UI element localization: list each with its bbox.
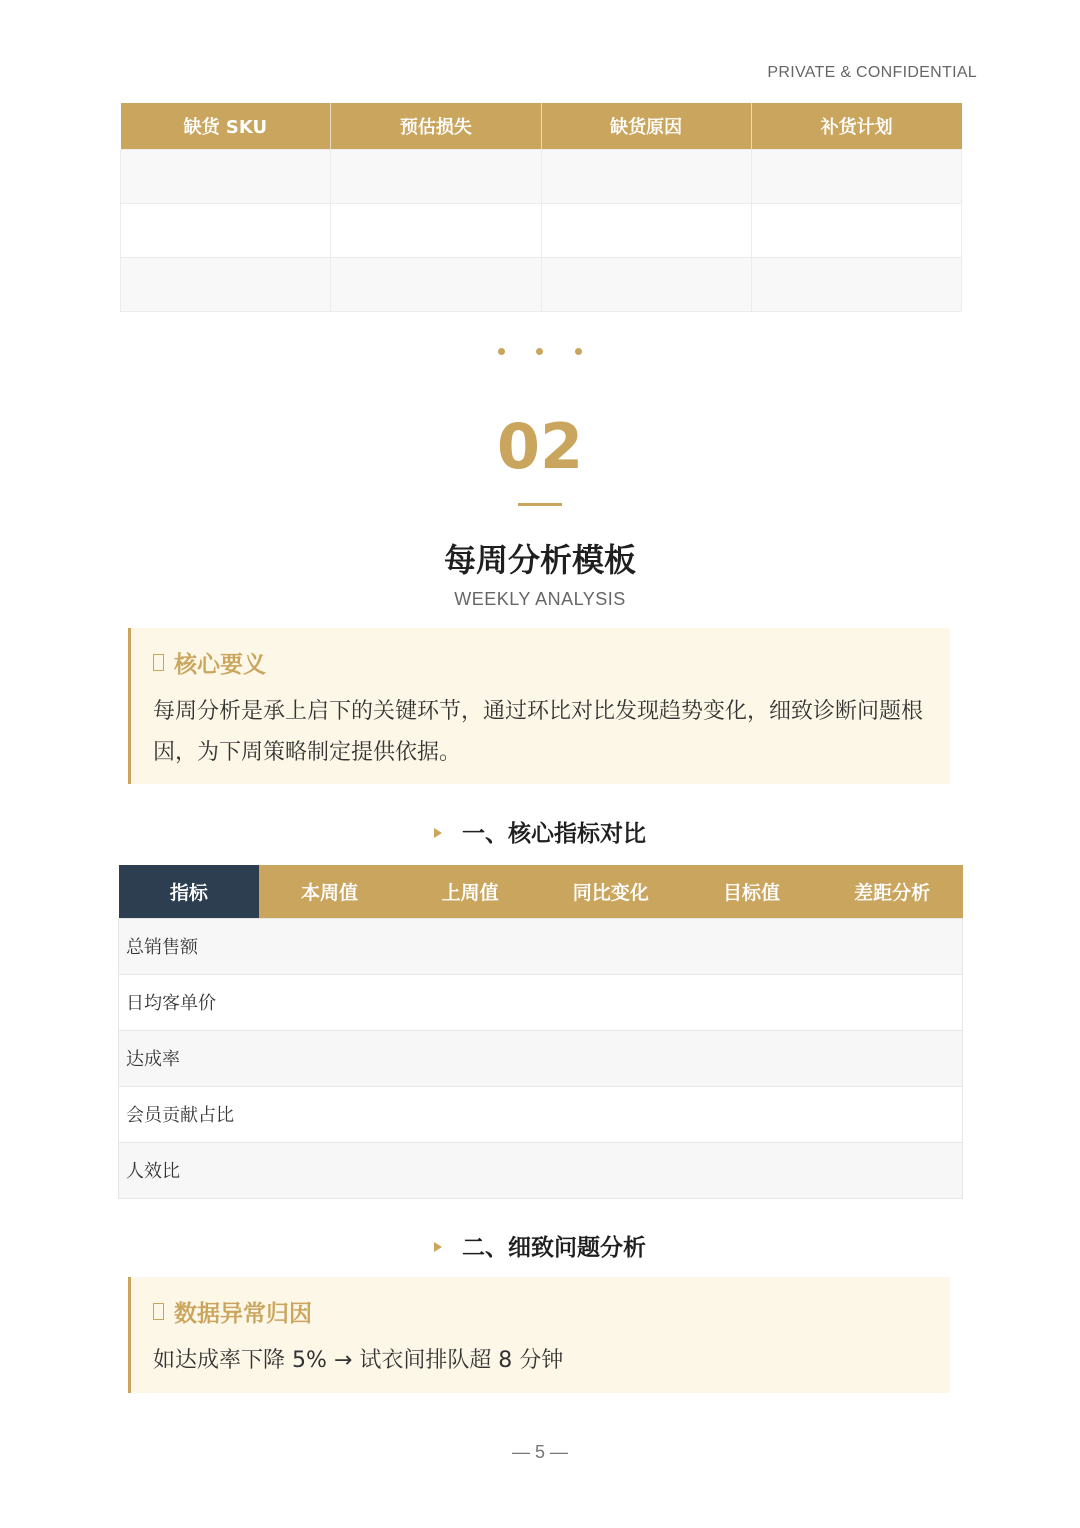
col-header-target: 目标值: [681, 865, 822, 918]
callout-heading: 核心要义: [174, 652, 266, 678]
table-cell[interactable]: [822, 1086, 963, 1142]
square-icon: [153, 654, 164, 671]
subsection-heading: [0, 1229, 1080, 1262]
col-header-sku: 缺货 SKU: [121, 103, 331, 149]
table-cell[interactable]: [541, 203, 751, 257]
table-row: [121, 257, 962, 311]
table-cell[interactable]: [540, 1142, 681, 1198]
table-cell[interactable]: [331, 257, 541, 311]
table-cell[interactable]: [822, 974, 963, 1030]
col-header-reason: 缺货原因: [541, 103, 751, 149]
divider-dot: [536, 348, 543, 355]
table-cell[interactable]: [681, 918, 822, 974]
metric-name: 人效比: [119, 1142, 260, 1198]
metric-name: 日均客单价: [119, 974, 260, 1030]
table-cell[interactable]: [681, 1142, 822, 1198]
table-cell[interactable]: [259, 974, 400, 1030]
table-cell[interactable]: [121, 149, 331, 203]
table-cell[interactable]: [400, 1142, 541, 1198]
table-row: [119, 1142, 963, 1198]
anomaly-callout: [128, 1277, 950, 1393]
table-cell[interactable]: [681, 1030, 822, 1086]
callout-body: 如达成率下降 5% → 试衣间排队超 8 分钟: [153, 1348, 564, 1373]
table-cell[interactable]: [259, 1142, 400, 1198]
divider-dot: [575, 348, 582, 355]
table-cell[interactable]: [822, 1030, 963, 1086]
table-row: [121, 149, 962, 203]
metric-name: 会员贡献占比: [119, 1086, 260, 1142]
callout-body: 每周分析是承上启下的关键环节，通过环比对比发现趋势变化，细致诊断问题根因，为下周策略制定提供依据。: [153, 699, 924, 765]
core-callout: [128, 628, 950, 784]
table-cell[interactable]: [400, 918, 541, 974]
table-cell[interactable]: [121, 203, 331, 257]
table-cell[interactable]: [822, 918, 963, 974]
divider-dot: [498, 348, 505, 355]
col-header-this-week: 本周值: [259, 865, 400, 918]
section-number: 02: [496, 410, 584, 483]
table-cell[interactable]: [259, 918, 400, 974]
table-cell[interactable]: [259, 1086, 400, 1142]
table-cell[interactable]: [751, 149, 961, 203]
subsection-heading: [0, 815, 1080, 848]
table-cell[interactable]: [681, 974, 822, 1030]
table-cell[interactable]: [822, 1142, 963, 1198]
callout-heading: 数据异常归因: [174, 1301, 312, 1327]
section-title: 每周分析模板: [443, 541, 636, 579]
metric-comparison-table: [118, 865, 963, 1199]
table-cell[interactable]: [400, 1030, 541, 1086]
table-cell[interactable]: [331, 149, 541, 203]
square-icon: [153, 1303, 164, 1320]
subsection-title: 二、细致问题分析: [462, 1235, 646, 1261]
table-cell[interactable]: [400, 974, 541, 1030]
table-cell[interactable]: [751, 203, 961, 257]
section-subtitle: WEEKLY ANALYSIS: [454, 589, 626, 609]
table-header-row: [119, 865, 963, 918]
col-header-last-week: 上周值: [400, 865, 541, 918]
col-header-plan: 补货计划: [751, 103, 961, 149]
table-row: [119, 918, 963, 974]
table-cell[interactable]: [681, 1086, 822, 1142]
callout-heading-row: [153, 1295, 930, 1328]
col-header-yoy-change: 同比变化: [540, 865, 681, 918]
table-cell[interactable]: [259, 1030, 400, 1086]
subsection-title: 一、核心指标对比: [462, 821, 646, 847]
triangle-bullet-icon: [434, 828, 442, 838]
table-row: [119, 1086, 963, 1142]
table-cell[interactable]: [751, 257, 961, 311]
table-cell[interactable]: [541, 149, 751, 203]
table-cell[interactable]: [400, 1086, 541, 1142]
callout-heading-row: [153, 646, 930, 679]
table-cell[interactable]: [540, 974, 681, 1030]
table-cell[interactable]: [541, 257, 751, 311]
table-header-row: [121, 103, 962, 149]
section-divider-dots: [0, 348, 1080, 356]
section-rule: [518, 503, 562, 506]
table-row: [119, 974, 963, 1030]
table-cell[interactable]: [121, 257, 331, 311]
metric-name: 达成率: [119, 1030, 260, 1086]
confidential-label: PRIVATE & CONFIDENTIAL: [767, 64, 977, 81]
col-header-gap: 差距分析: [822, 865, 963, 918]
table-cell[interactable]: [331, 203, 541, 257]
table-cell[interactable]: [540, 1030, 681, 1086]
stockout-table: [120, 103, 962, 312]
table-cell[interactable]: [540, 1086, 681, 1142]
page-number: — 5 —: [511, 1442, 568, 1462]
table-cell[interactable]: [540, 918, 681, 974]
table-row: [119, 1030, 963, 1086]
col-header-loss: 预估损失: [331, 103, 541, 149]
triangle-bullet-icon: [434, 1242, 442, 1252]
table-row: [121, 203, 962, 257]
metric-name: 总销售额: [119, 918, 260, 974]
col-header-metric: 指标: [119, 865, 260, 918]
